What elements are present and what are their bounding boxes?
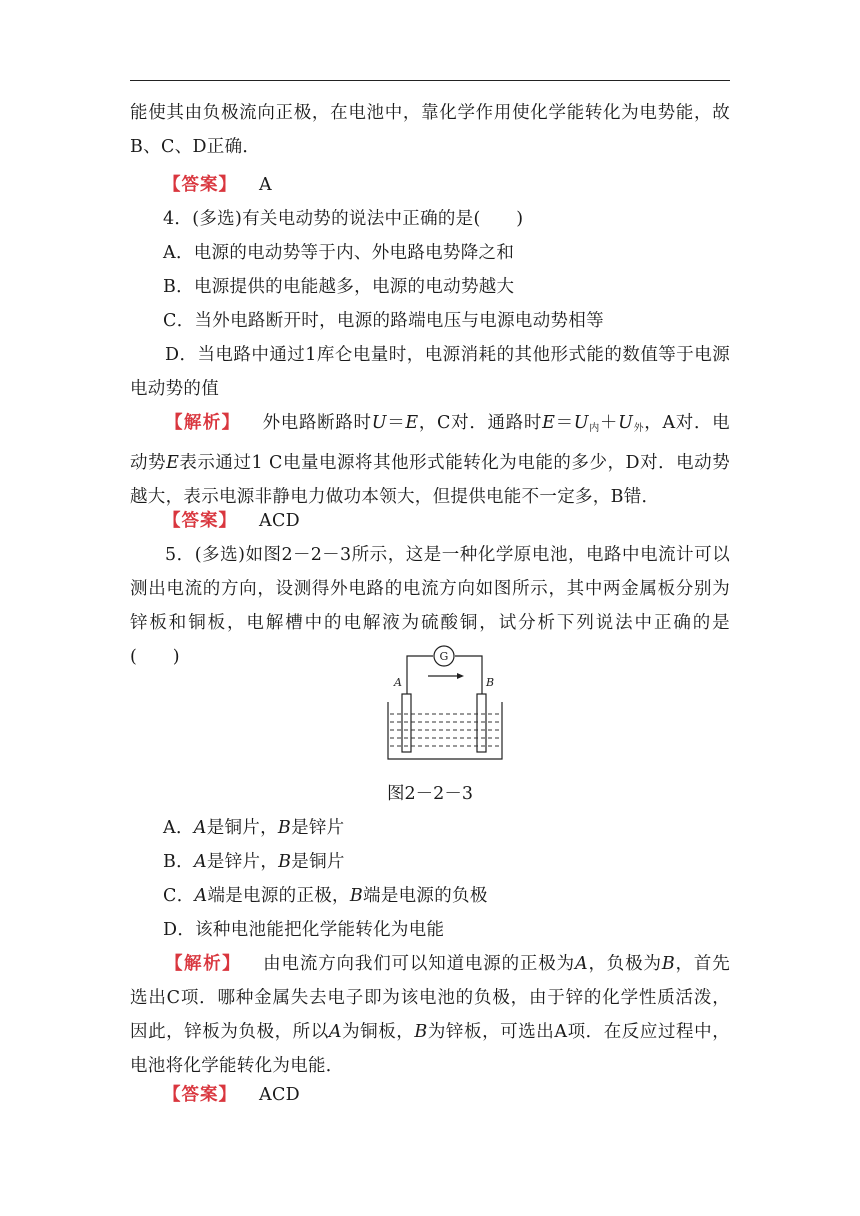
q4-answer-line	[163, 504, 300, 538]
q5-analysis: 【解析】 由电流方向我们可以知道电源的正极为A，负极为B，首先选出C项．哪种金属失去电子即为该电池的负极，由于锌的化学性质活泼，因此，锌板为负极，所以A为铜板，B为锌板，可选出A项．在反应过程中，电池将化学能转化为电能．	[130, 954, 731, 1076]
q4-option-c: C．当外电路断开时，电源的路端电压与电源电动势相等	[163, 311, 604, 331]
q5-stem: 5．(多选)如图2－2－3所示，这是一种化学原电池，电路中电流计可以测出电流的方向，设测得外电路的电流方向如图所示，其中两金属板分别为锌板和铜板，电解槽中的电解液为硫酸铜，试分析下列说法中正确的是( )	[130, 545, 730, 667]
galvanometer-label: G	[439, 650, 449, 663]
q4-stem: 4．(多选)有关电动势的说法中正确的是( )	[163, 209, 524, 229]
q3-answer-line	[163, 168, 272, 202]
analysis-tag: 【解析】	[165, 954, 242, 974]
answer-tag: 【答案】	[163, 511, 237, 531]
answer-tag: 【答案】	[163, 175, 237, 195]
answer-tag: 【答案】	[163, 1085, 237, 1105]
q5-answer-value: ACD	[259, 1085, 300, 1105]
galvanic-cell-figure	[380, 644, 510, 768]
q4-answer-value: ACD	[259, 511, 300, 531]
electrolyte	[390, 714, 500, 746]
header-rule	[130, 80, 730, 81]
current-arrow-head	[457, 673, 464, 679]
q5-option-a: A．A是铜片，B是锌片	[163, 818, 345, 838]
q4-option-b: B．电源提供的电能越多，电源的电动势越大	[163, 277, 515, 297]
left-wire	[407, 656, 433, 694]
q4-option-d: D．当电路中通过1库仑电量时，电源消耗的其他形式能的数值等于电源电动势的值	[130, 345, 730, 399]
q3-answer-value: A	[259, 175, 272, 195]
continued-paragraph: 能使其由负极流向正极，在电池中，靠化学作用使化学能转化为电势能，故B、C、D正确．	[130, 103, 730, 157]
label-b: B	[486, 676, 495, 689]
analysis-tag: 【解析】	[165, 413, 241, 433]
figure-caption: 图2－2－3	[387, 784, 473, 804]
q5-option-c: C．A端是电源的正极，B端是电源的负极	[163, 886, 488, 906]
q4-option-a: A．电源的电动势等于内、外电路电势降之和	[163, 243, 515, 263]
q5-option-d: D．该种电池能把化学能转化为电能	[163, 920, 445, 940]
electrode-a	[402, 694, 411, 752]
q4-analysis: 【解析】 外电路断路时U＝E，C对．通路时$E=U_内+U_外$，A对．电动势E表示通过1 C电量电源将其他形式能转化为电能的多少，D对．电动势越大，表示电源非静电力做功本领大，但提供电能不一定多，B错．	[130, 413, 730, 507]
q5-option-b: B．A是锌片，B是铜片	[163, 852, 345, 872]
label-a: A	[394, 676, 402, 689]
q5-answer-line	[163, 1078, 300, 1112]
electrode-b	[477, 694, 486, 752]
